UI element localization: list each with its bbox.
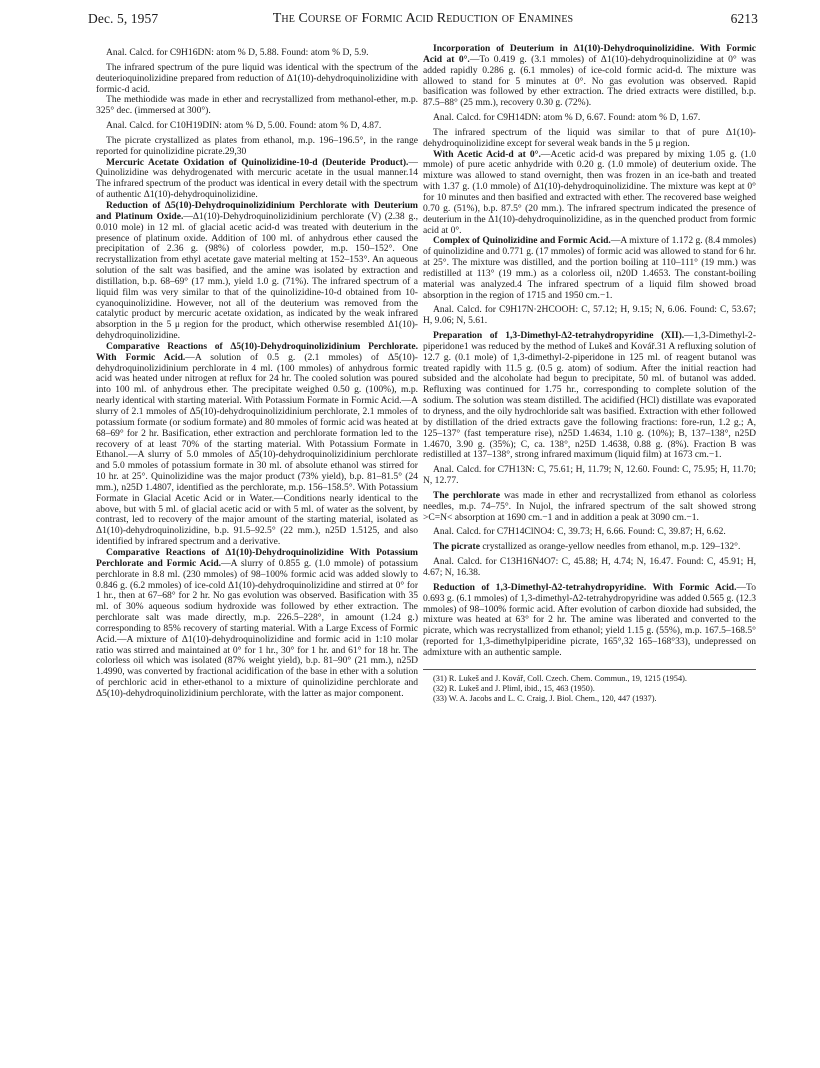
analysis-line — [423, 527, 756, 538]
paragraph — [96, 136, 418, 158]
section-heading: Incorporation of Deuterium in Δ1(10)-Dehydroquinolizidine. With Formic Acid at 0°. — [423, 44, 756, 65]
section-heading: Comparative Reactions of Δ5(10)-Dehydroquinolizidinium Perchlorate. With Formic Acid. — [96, 340, 418, 363]
footnote: (31) R. Lukeš and J. Kovář, Coll. Czech. Chem. Commun., 19, 1215 (1954). — [433, 673, 687, 683]
paragraph-text: —Acetic acid-d was prepared by mixing 1.05 g. (1.0 mmole) of pure acetic anhydride with 0.20 g. (1.0 mmole) of deuterium oxide. The mixture was allowed to stand overnight, then was frozen in an ice-bath and treated with 1.37 g. (1.0 mmole) of Δ1(10)-dehydroquinolizidine. The mixture was kept at 0° for 10 minutes and then basified and extracted with ether. The recovered base weighed 0.70 g. (51%), b.p. 87.5° (20 mm.). The infrared spectrum indicated the presence of deuterium in the Δ1(10)-dehydroquinolizidine, as in the quenched product from formic acid at 0°. — [423, 148, 756, 236]
paragraph-text: Anal. Calcd. for C13H16N4O7: C, 45.88; H, 4.74; N, 16.47. Found: C, 45.91; H, 4.67; N, 16.38. — [423, 556, 756, 578]
paragraph-text: The infrared spectrum of the liquid was similar to that of pure Δ1(10)-dehydroquinolizidine except for several weak bands in the 5 μ region. — [423, 126, 756, 149]
paragraph — [423, 236, 756, 301]
section-heading: With Acetic Acid-d at 0°. — [433, 148, 541, 160]
paragraph — [96, 548, 418, 700]
paragraph — [96, 95, 418, 117]
analysis-line — [423, 113, 756, 124]
paragraph-text: Anal. Calcd. for C10H19DIN: atom % D, 5.00. Found: atom % D, 4.87. — [106, 120, 382, 132]
paragraph-text: Anal. Calcd. for C9H17N·2HCOOH: C, 57.12; H, 9.15; N, 6.06. Found: C, 53.67; H, 9.06; N, 5.61. — [423, 304, 756, 327]
header-title: The Course of Formic Acid Reduction of Enamines — [272, 11, 574, 26]
paragraph-text: The methiodide was made in ether and recrystallized from methanol-ether, m.p. 325° dec. (immersed at 300°). — [96, 94, 418, 117]
left-column — [96, 44, 418, 1034]
paragraph — [96, 201, 418, 342]
footnote: (33) W. A. Jacobs and L. C. Craig, J. Biol. Chem., 120, 447 (1937). — [433, 693, 657, 703]
analysis-line — [96, 48, 418, 59]
paragraph — [423, 128, 756, 150]
section-heading: Complex of Quinolizidine and Formic Acid. — [433, 235, 611, 247]
analysis-line — [96, 121, 418, 132]
paragraph — [423, 44, 756, 109]
paragraph-text: Anal. Calcd. for C9H14DN: atom % D, 6.67. Found: atom % D, 1.67. — [433, 112, 701, 124]
running-head — [88, 11, 758, 33]
paragraph-text: Anal. Calcd. for C9H16DN: atom % D, 5.88. Found: atom % D, 5.9. — [106, 47, 369, 58]
paragraph-text: The infrared spectrum of the pure liquid was identical with the spectrum of the deuterioquinolizidine prepared from reduction of Δ1(10)-dehydroquinolizidine with formic-d acid. — [96, 61, 418, 95]
paragraph — [96, 158, 418, 201]
paragraph-text: crystallized as orange-yellow needles from ethanol, m.p. 129–132°. — [479, 541, 741, 553]
section-heading: Reduction of Δ5(10)-Dehydroquinolizidinium Perchlorate with Deuterium and Platinum Oxide. — [96, 199, 418, 222]
paragraph — [96, 342, 418, 548]
analysis-line — [423, 465, 756, 487]
paragraph-text: —A solution of 0.5 g. (2.1 mmoles) of Δ5(10)-dehydroquinolizidinium perchlorate in 4 ml. (100 mmoles) of anhydrous formic acid was heated under nitrogen at reflux for 24 hr. The cooled solution was poured into 100 ml. of anhydrous ether. The precipitate weighed 0.50 g. (100%), m.p. nearly identical with starting material. With Potassium Formate in Formic Acid.—A slurry of 2.1 mmoles of Δ5(10)-dehydroquinolizidinium perchlorate, 2.1 mmoles of potassium formate (or sodium formate) and 80 mmoles of formic acid was heated at 68–69° for 2 hr. Basification, ether extraction and perchlorate formation led to the recovery of at least 70% of the starting material. With Potassium Formate in Ethanol.—A slurry of 5.0 mmoles of Δ5(10)-dehydroquinolizidinium perchlorate and 5.0 mmoles of potassium formate in 30 ml. of absolute ethanol was stirred for 10 hr. at 25°. Quinolizidine was the major product (73% yield), b.p. 81–81.5° (24 mm.), n25D 1.4807, identified as the perchlorate, m.p. 156–158.5°. With Potassium Formate in Glacial Acetic Acid or in Water.—Conditions nearly identical to the above, but with 5 ml. of glacial acetic acid or with 5 ml. of water as the solvent, by contrast, led to recovery of the major amount of the starting material, isolated as Δ1(10)-dehydroquinolizidine, b.p. 91.5–92.5° (22 mm.), n25D 1.5125, and also identified by infrared spectrum and a derivative. — [96, 351, 418, 548]
paragraph — [423, 542, 756, 553]
page-number: 6213 — [730, 11, 758, 26]
footnotes — [423, 669, 756, 704]
paragraph-text: The picrate crystallized as plates from ethanol, m.p. 196–196.5°, in the range reported for quinolizidine picrate.29,30 — [96, 134, 418, 157]
analysis-line — [423, 305, 756, 327]
paragraph-text: —1,3-Dimethyl-2-piperidone1 was reduced by the method of Lukeš and Kovář.31 A refluxing solution of 12.7 g. (0.1 mole) of 1,3-dimethyl-2-piperidone in 125 ml. of reagent butanol was treated rapidly with 11.5 g. (0.5 g. atom) of sodium. After the initial reaction had subsided and the alcoholate had begun to precipitate, 50 ml. of butanol was added. Refluxing was continued for 1.75 hr., corresponding to complete solution of the sodium. The solution was steam distilled. The acidified (HCl) distillate was evaporated to dryness, and the oily hydrochloride salt was basified. Extraction with ether followed by distillation of the dried extracts gave the following fractions: fore-run, 1.2 g.; A, 125–137° (fast temperature rise), n25D 1.4634, 1.10 g. (10%); B, 137–138°, n25D 1.4670, 3.90 g. (35%); C, ca. 138°, n25D 1.4638, 0.88 g. (8%). Fraction B was redistilled at 137–138°, strong infrared maximum (liquid film) at 1673 cm.−1. — [423, 330, 756, 461]
right-column — [423, 44, 756, 1034]
paragraph-text: —Quinolizidine was dehydrogenated with mercuric acetate in the usual manner.14 The infrared spectrum of the product was identical in every detail with the spectrum of authentic Δ1(10)-dehydroquinolizidine. — [96, 156, 418, 201]
paragraph — [423, 491, 756, 524]
paragraph-text: Anal. Calcd. for C7H14ClNO4: C, 39.73; H, 6.66. Found: C, 39.87; H, 6.62. — [433, 526, 726, 538]
right-column-body — [423, 44, 756, 659]
paragraph-text: —To 0.693 g. (6.1 mmoles) of 1,3-dimethyl-Δ2-tetrahydropyridine was added 0.565 g. (12.3 mmoles) of 98–100% formic acid. After evolution of carbon dioxide had subsided, the mixture was heated at 63° for 2 hr. The amine was liberated and converted to the picrate, which was recrystallized from ethanol; yield 1.15 g. (55%), m.p. 167.5–168.5° (reported for 1,3-dimethylpiperidine picrate, 165°,32 165–168°33), undepressed on admixture with an authentic sample. — [423, 581, 756, 658]
paragraph-text: —A slurry of 0.855 g. (1.0 mmole) of potassium perchlorate in 8.8 ml. (230 mmoles) of 98–100% formic acid was added slowly to 0.846 g. (6.2 mmoles) of ice-cold Δ1(10)-dehydroquinolizidine and stirred at 0° for 1 hr., then at 67–68° for 2 hr. No gas evolution was observed. Basification with 35 ml. of 30% aqueous sodium hydroxide was followed by ether extraction. The perchlorate salt was made directly, m.p. 226.5–228°, in amount (1.24 g.) corresponding to 85% recovery of starting material. With a Large Excess of Formic Acid.—A mixture of Δ1(10)-dehydroquinolizidine and formic acid in 1:10 molar ratio was stirred and maintained at 0° for 1 hr., 30° for 1 hr. and 61° for 18 hr. The colorless oil which was isolated (87% weight yield), b.p. 81–90° (21 mm.), n25D 1.4990, was converted by fractional acidification of the base in ether with a solution of perchloric acid in ether-ethanol to a mixture of quinolizidine perchlorate and Δ5(10)-dehydroquinolizidinium perchlorate, with the latter as major component. — [96, 557, 418, 699]
paragraph-text: Anal. Calcd. for C7H13N: C, 75.61; H, 11.79; N, 12.60. Found: C, 75.95; H, 11.70; N, 12.77. — [423, 464, 756, 487]
header-date: Dec. 5, 1957 — [88, 11, 159, 26]
section-heading: Comparative Reactions of Δ1(10)-Dehydroquinolizidine With Potassium Perchlorate and Formic Acid. — [96, 546, 418, 569]
section-heading: The picrate — [433, 541, 480, 553]
section-heading: Preparation of 1,3-Dimethyl-Δ2-tetrahydropyridine (XII). — [433, 330, 685, 342]
paragraph-text: —To 0.419 g. (3.1 mmoles) of Δ1(10)-dehydroquinolizidine at 0° was added rapidly 0.286 g. (6.1 mmoles) of ice-cold formic acid-d. The mixture was allowed to stand for 5 minutes at 0°. No gas evolution was observed. Rapid basification was followed by ether extraction. The dried extracts were distilled, b.p. 87.5–88° (25 mm.), recovery 0.30 g. (72%). — [423, 53, 756, 109]
paragraph — [423, 150, 756, 237]
analysis-line — [423, 557, 756, 579]
paragraph-text: —A mixture of 1.172 g. (8.4 mmoles) of quinolizidine and 0.771 g. (17 mmoles) of formic acid was allowed to stand for 6 hr. at 25°. The mixture was distilled, and the portion boiling at 110–111° (19 mm.) was redistilled at 113° (19 mm.) as a colorless oil, n20D 1.4653. The constant-boiling material was analyzed.4 The infrared spectrum of a liquid film showed broad absorption in the region of 1715 and 1950 cm.−1. — [423, 235, 756, 301]
paragraph — [96, 63, 418, 96]
footnote: (32) R. Lukeš and J. Pliml, ibid., 15, 463 (1950). — [433, 683, 595, 693]
paragraph-text: was made in ether and recrystallized from ethanol as colorless needles, m.p. 74–75°. In Nujol, the infrared spectrum of the salt showed strong >C=N< absorption at 1690 cm.−1 and in addition a peak at 3090 cm.−1. — [423, 489, 756, 523]
paragraph — [423, 583, 756, 659]
paragraph-text: —Δ1(10)-Dehydroquinolizidinium perchlorate (V) (2.38 g., 0.010 mole) in 12 ml. of glacial acetic acid-d was treated with deuterium in the presence of platinum oxide. Addition of 100 ml. of anhydrous ether caused the precipitation of 2.36 g. (98%) of colorless powder, m.p. 150–152°. One recrystallization from ethyl acetate gave material melting at 152–153°. An aqueous solution of the salt was basified, and the amine was isolated by extraction and distillation, b.p. 68–69° (17 mm.), yield 1.0 g. (71%). The infrared spectrum of a liquid film was very similar to that of the quinolizidine-10-d obtained from 10-cyanoquinolizidine. However, not all of the deuterium was removed from the catalytic product by mercuric acetate oxidation, as indicated by the weak infrared absorption in the 5 μ region for the product, which otherwise resembled Δ1(10)-dehydroquinolizidine. — [96, 210, 418, 342]
section-heading: Reduction of 1,3-Dimethyl-Δ2-tetrahydropyridine. With Formic Acid. — [433, 581, 737, 593]
paragraph — [423, 331, 756, 461]
section-heading: The perchlorate — [433, 489, 500, 501]
section-heading: Mercuric Acetate Oxidation of Quinolizidine-10-d (Deuteride Product). — [106, 156, 409, 168]
